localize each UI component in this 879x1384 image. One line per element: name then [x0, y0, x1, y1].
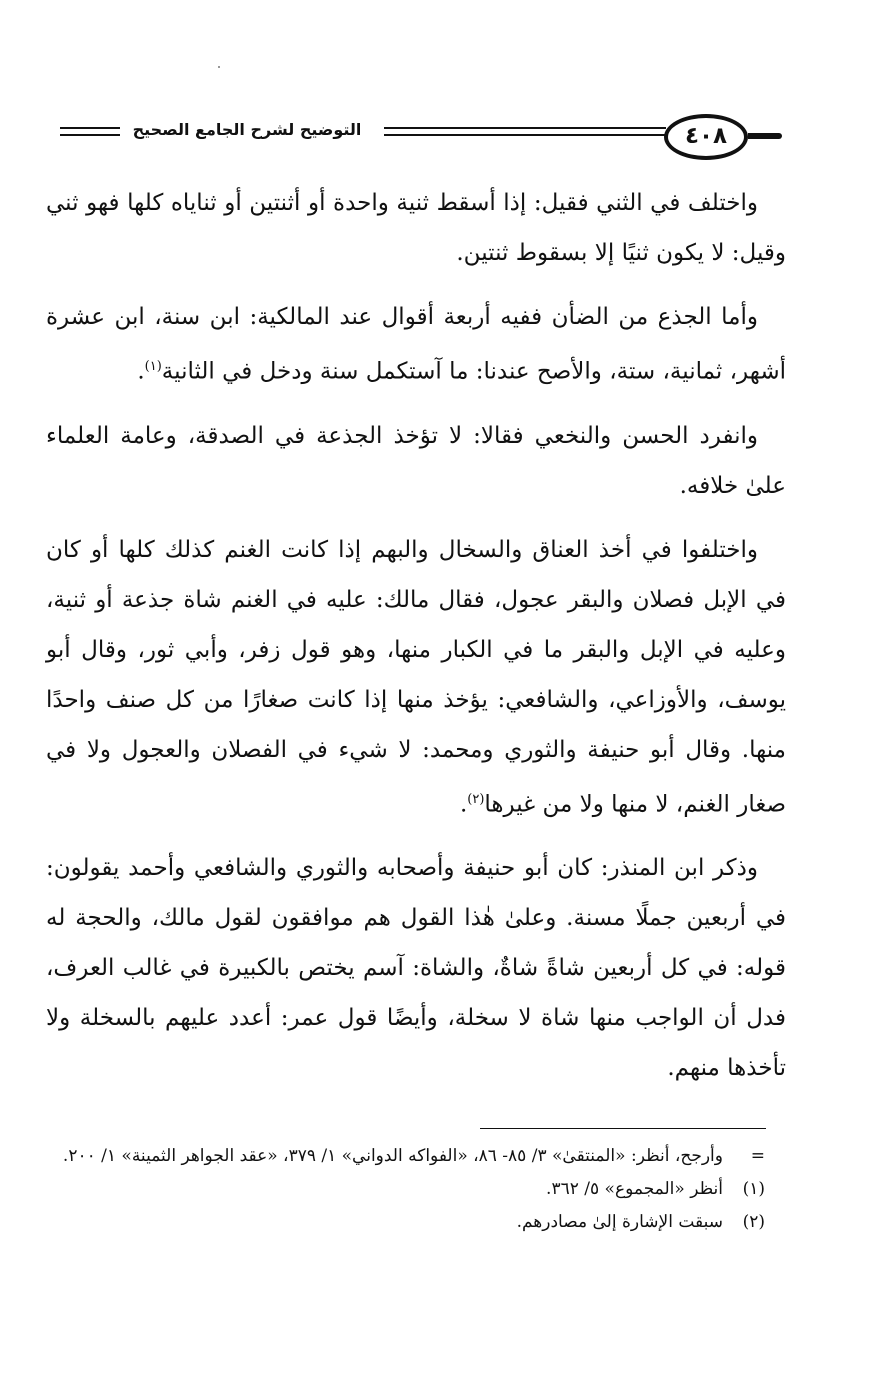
page-header	[0, 108, 879, 164]
header-rule-left-top	[60, 127, 120, 129]
footnote-text: سبقت الإشارة إلىٰ مصادرهم.	[516, 1212, 723, 1232]
note-ref-1: (١)	[144, 359, 162, 374]
paragraph-2: وأما الجذع من الضأن ففيه أربعة أقوال عند المالكية: ابن سنة، ابن عشرة أشهر، ثمانية، ستة، والأصح عندنا: ما آستكمل سنة ودخل في الثانية$^{(١)}$.	[46, 304, 786, 385]
footnote-continued	[40, 1140, 765, 1173]
main-text	[46, 178, 786, 1107]
page-number: ٤٠٨	[684, 123, 728, 149]
paragraph-4: واختلفوا في أخذ العناق والسخال والبهم إذا كانت الغنم كذلك كلها أو كان في الإبل فصلان والبقر عجول، فقال مالك: عليه في الغنم شاة جذعة أو ثنية، وعليه في الإبل والبقر ما في الكبار منها، وهو قول زفر، وأبي ثور، وقال أبو يوسف، والأوزاعي، والشافعي: يؤخذ منها إذا كانت صغارًا من كل صنف واحدًا منها. وقال أبو حنيفة والثوري ومحمد: لا شيء في الفصلان والعجول ولا في صغار الغنم، لا منها ولا من غيرها$^{(٢)}$.	[46, 536, 786, 818]
footnote-1	[40, 1173, 765, 1206]
footnote-2	[40, 1206, 765, 1239]
paragraph-1: واختلف في الثني فقيل: إذا أسقط ثنية واحدة أو أثنتين أو ثناياه كلها فهو ثني وقيل: لا يكون ثنيًا إلا بسقوط ثنتين.	[46, 190, 786, 266]
paragraph-5: وذكر ابن المنذر: كان أبو حنيفة وأصحابه والثوري والشافعي وأحمد يقولون: في أربعين جملًا مسنة. وعلىٰ هٰذا القول هم موافقون لقول مالك، والحجة له قوله: في كل أربعين شاةً شاةٌ، والشاة: آسم يختص بالكبيرة في غالب العرف، فدل أن الواجب منها شاة لا سخلة، وأيضًا قول عمر: أعدد عليهم بالسخلة ولا تأخذها منهم.	[46, 855, 787, 1082]
footnote-marker: (١)	[742, 1179, 765, 1199]
header-rule-left-bottom	[60, 134, 120, 136]
footnote-text: أنظر «المجموع» ٥/ ٣٦٢.	[546, 1179, 723, 1199]
scan-speck	[218, 66, 220, 68]
running-title: التوضيح لشرح الجامع الصحيح	[132, 120, 362, 139]
header-ornament-tail	[748, 133, 782, 139]
footnote-text: وأرجح، أنظر: «المنتقىٰ» ٣/ ٨٥- ٨٦، «الفواكه الدواني» ١/ ٣٧٩، «عقد الجواهر الثمينة» ١/ ٢٠٠.	[62, 1146, 723, 1166]
footnotes	[40, 1140, 765, 1239]
header-rule-right-top	[384, 127, 666, 129]
header-rule-right-bottom	[384, 134, 666, 136]
footnote-separator	[480, 1128, 766, 1129]
footnote-marker: =	[750, 1146, 765, 1166]
note-ref-2: (٢)	[467, 791, 485, 807]
paragraph-3: وانفرد الحسن والنخعي فقالا: لا تؤخذ الجذعة في الصدقة، وعامة العلماء علىٰ خلافه.	[46, 422, 786, 499]
footnote-marker: (٢)	[742, 1212, 765, 1232]
